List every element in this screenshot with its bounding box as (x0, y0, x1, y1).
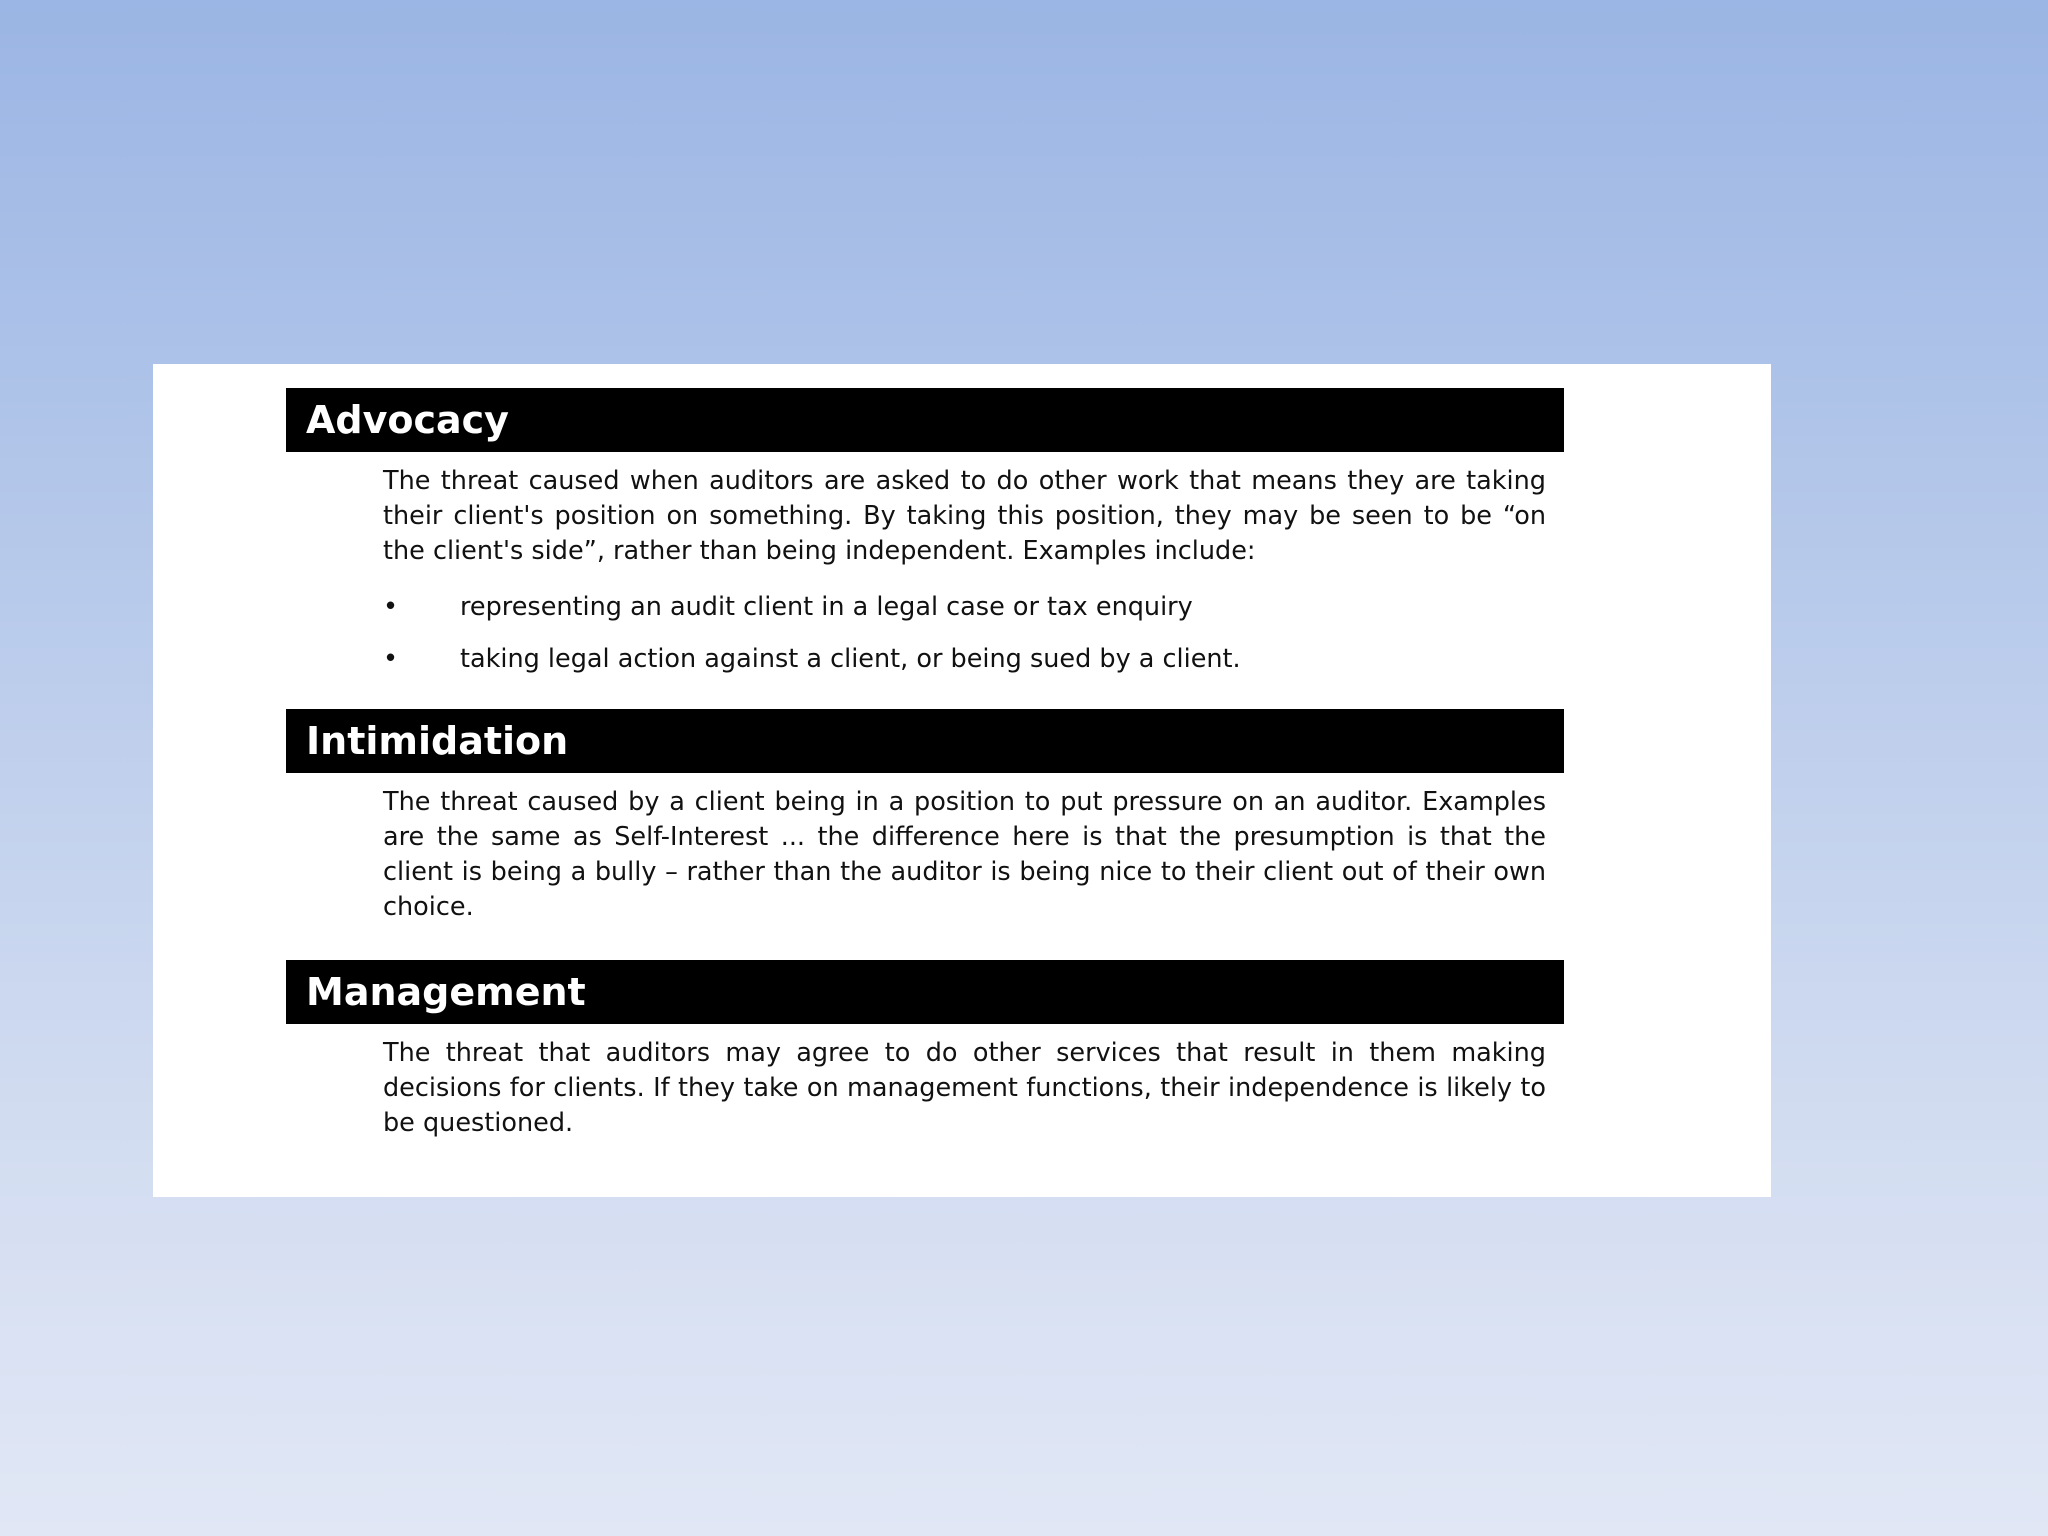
document-excerpt (153, 364, 1771, 1197)
bullet-item (383, 590, 1546, 625)
bullet-item (383, 642, 1546, 677)
bullet-text: taking legal action against a client, or being sued by a client. (460, 644, 1241, 674)
advocacy-paragraph: The threat caused when auditors are asked to do other work that means they are taking their client's position on something. By taking this position, they may be seen to be “on the client's side”, rather than being independent. Examples include: (383, 466, 1546, 566)
management-paragraph: The threat that auditors may agree to do other services that result in them making decisions for clients. If they take on management functions, their independence is likely to be questioned. (383, 1038, 1546, 1138)
bullet-icon: • (383, 592, 399, 622)
intimidation-paragraph: The threat caused by a client being in a position to put pressure on an auditor. Examples are the same as Self-Interest ... the difference here is that the presumption is that the client is being a bully – rather than the auditor is being nice to their client out of their own choice. (383, 787, 1546, 922)
bullet-text: representing an audit client in a legal case or tax enquiry (460, 592, 1193, 622)
section-heading-intimidation: Intimidation (286, 709, 1564, 773)
section-heading-management: Management (286, 960, 1564, 1024)
bullet-icon: • (383, 644, 399, 674)
section-heading-advocacy: Advocacy (286, 388, 1564, 452)
